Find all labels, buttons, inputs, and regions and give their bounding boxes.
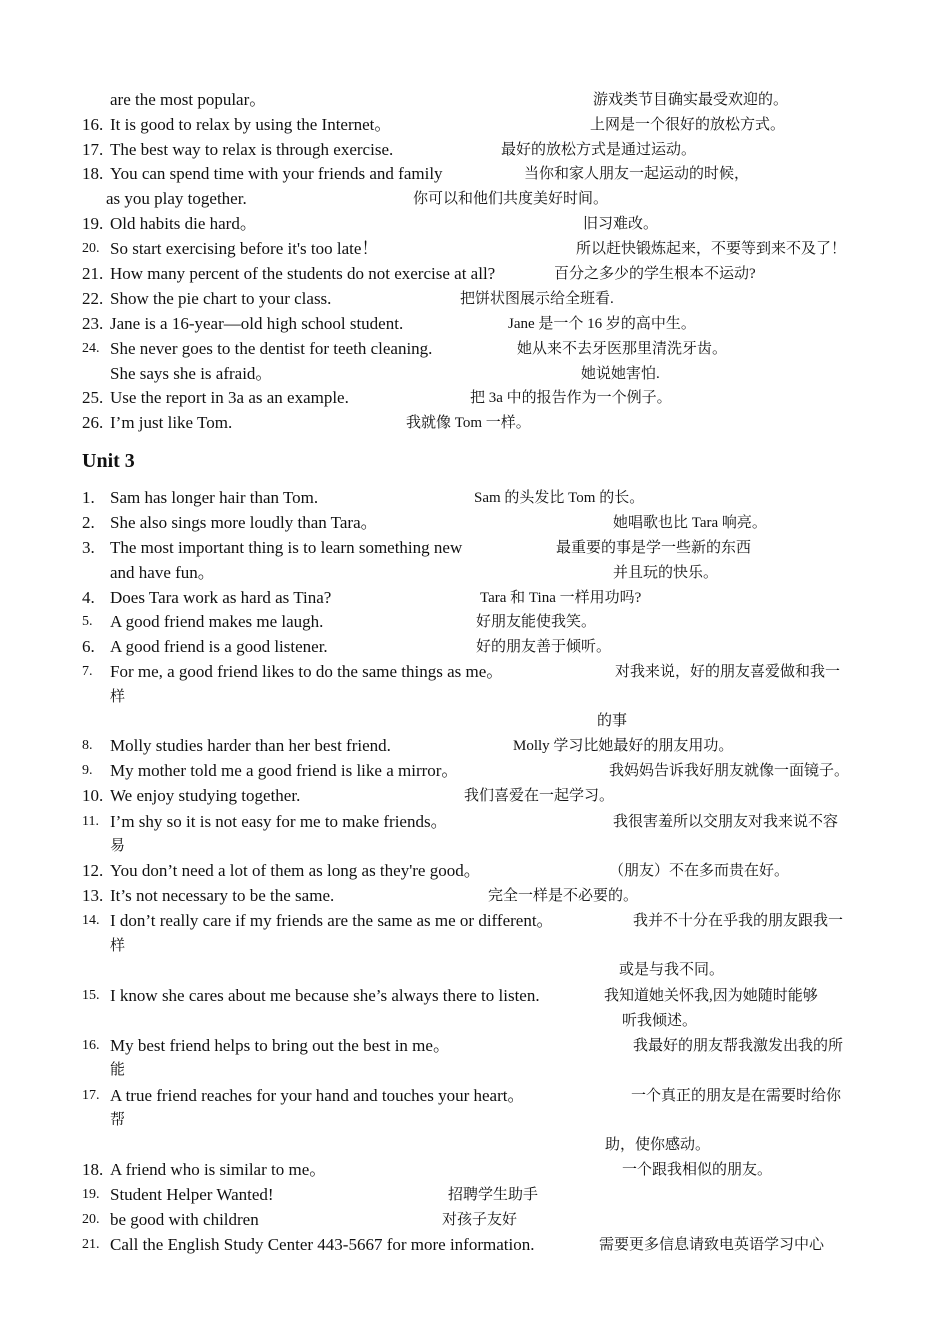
english-sentence: A good friend makes me laugh. — [110, 612, 324, 631]
english-sentence: I’m shy so it is not easy for me to make friends。 — [110, 812, 448, 831]
english-sentence: It is good to relax by using the Internet。 — [110, 115, 392, 134]
english-sentence: 易 — [110, 838, 126, 854]
english-sentence: You don’t need a lot of them as long as they're good。 — [110, 861, 481, 880]
english-sentence: She also sings more loudly than Tara。 — [110, 513, 378, 532]
item-number: 21. — [82, 264, 104, 283]
chinese-translation: 或是与我不同。 — [619, 962, 725, 978]
item-number: 8. — [82, 738, 93, 753]
item-number: 15. — [82, 988, 100, 1003]
english-sentence: Does Tara work as hard as Tina? — [110, 588, 332, 607]
chinese-translation: Tara 和 Tina 一样用功吗? — [480, 590, 642, 606]
chinese-translation: Molly 学习比她最好的朋友用功。 — [513, 738, 734, 754]
english-sentence: She never goes to the dentist for teeth cleaning. — [110, 339, 433, 358]
chinese-translation: 所以赶快锻炼起来，不要等到来不及了！ — [576, 241, 847, 257]
chinese-translation: 好的朋友善于倾听。 — [476, 639, 612, 655]
english-sentence: A true friend reaches for your hand and touches your heart。 — [110, 1086, 525, 1105]
item-number: 1. — [82, 488, 95, 507]
chinese-translation: 的事 — [597, 713, 628, 729]
english-sentence: 能 — [110, 1062, 126, 1078]
english-sentence: How many percent of the students do not exercise at all? — [110, 264, 496, 283]
chinese-translation: 她唱歌也比 Tara 响亮。 — [613, 515, 767, 531]
english-sentence: Call the English Study Center 443-5667 for more information. — [110, 1235, 535, 1254]
item-number: 26. — [82, 413, 104, 432]
item-number: 17. — [82, 1088, 100, 1103]
item-number: 13. — [82, 886, 104, 905]
chinese-translation: 你可以和他们共度美好时间。 — [413, 191, 609, 207]
chinese-translation: 对孩子友好 — [442, 1212, 518, 1228]
english-sentence: and have fun。 — [110, 563, 215, 582]
chinese-translation: 对我来说，好的朋友喜爱做和我一 — [615, 664, 841, 680]
english-sentence: A good friend is a good listener. — [110, 637, 328, 656]
english-sentence: Use the report in 3a as an example. — [110, 388, 349, 407]
chinese-translation: 并且玩的快乐。 — [613, 565, 719, 581]
english-sentence: The best way to relax is through exercise. — [110, 140, 394, 159]
english-sentence: I know she cares about me because she’s always there to listen. — [110, 986, 540, 1005]
chinese-translation: 助，使你感动。 — [605, 1137, 711, 1153]
english-sentence: My best friend helps to bring out the best in me。 — [110, 1036, 450, 1055]
english-sentence: The most important thing is to learn something new — [110, 538, 463, 557]
english-sentence: I don’t really care if my friends are the same as me or different。 — [110, 911, 554, 930]
item-number: 18. — [82, 164, 104, 183]
chinese-translation: 我最好的朋友帮我激发出我的所 — [633, 1038, 844, 1054]
english-sentence: She says she is afraid。 — [110, 364, 273, 383]
english-sentence: Molly studies harder than her best friend. — [110, 736, 391, 755]
section-heading: Unit 3 — [82, 450, 135, 472]
item-number: 22. — [82, 289, 104, 308]
english-sentence: A friend who is similar to me。 — [110, 1160, 327, 1179]
chinese-translation: 听我倾述。 — [622, 1013, 698, 1029]
chinese-translation: 我知道她关怀我,因为她随时能够 — [604, 988, 818, 1004]
chinese-translation: 招聘学生助手 — [448, 1187, 539, 1203]
english-sentence: 帮 — [110, 1112, 126, 1128]
chinese-translation: 需要更多信息请致电英语学习中心 — [599, 1237, 825, 1253]
chinese-translation: 她说她害怕. — [581, 366, 660, 382]
english-sentence: It’s not necessary to be the same. — [110, 886, 335, 905]
english-sentence: 样 — [110, 938, 126, 954]
item-number: 4. — [82, 588, 95, 607]
chinese-translation: 最重要的事是学一些新的东西 — [556, 540, 752, 556]
item-number: 7. — [82, 664, 93, 679]
chinese-translation: 我就像 Tom 一样。 — [406, 415, 531, 431]
item-number: 16. — [82, 1038, 100, 1053]
item-number: 10. — [82, 786, 104, 805]
item-number: 14. — [82, 913, 100, 928]
item-number: 19. — [82, 1187, 100, 1202]
item-number: 2. — [82, 513, 95, 532]
chinese-translation: 游戏类节目确实最受欢迎的。 — [593, 92, 789, 108]
chinese-translation: 我妈妈告诉我好朋友就像一面镜子。 — [609, 763, 850, 779]
chinese-translation: 当你和家人朋友一起运动的时候， — [524, 166, 750, 182]
english-sentence: We enjoy studying together. — [110, 786, 301, 805]
chinese-translation: 最好的放松方式是通过运动。 — [501, 142, 697, 158]
english-sentence: You can spend time with your friends and family — [110, 164, 443, 183]
item-number: 18. — [82, 1160, 104, 1179]
chinese-translation: 完全一样是不必要的。 — [488, 888, 639, 904]
english-sentence: be good with children — [110, 1210, 259, 1229]
chinese-translation: Jane 是一个 16 岁的高中生。 — [508, 316, 696, 332]
english-sentence: Jane is a 16-year—old high school student. — [110, 314, 404, 333]
item-number: 9. — [82, 763, 93, 778]
item-number: 17. — [82, 140, 104, 159]
item-number: 5. — [82, 614, 93, 629]
item-number: 19. — [82, 214, 104, 233]
item-number: 23. — [82, 314, 104, 333]
item-number: 11. — [82, 814, 99, 829]
item-number: 20. — [82, 241, 100, 256]
english-sentence: My mother told me a good friend is like a mirror。 — [110, 761, 459, 780]
item-number: 12. — [82, 861, 104, 880]
english-sentence: as you play together. — [106, 189, 247, 208]
item-number: 20. — [82, 1212, 100, 1227]
chinese-translation: 一个跟我相似的朋友。 — [622, 1162, 773, 1178]
chinese-translation: 一个真正的朋友是在需要时给你 — [631, 1088, 842, 1104]
chinese-translation: 我们喜爱在一起学习。 — [464, 788, 615, 804]
chinese-translation: 把饼状图展示给全班看. — [460, 291, 614, 307]
english-sentence: So start exercising before it's too late！ — [110, 239, 379, 258]
item-number: 24. — [82, 341, 100, 356]
item-number: 25. — [82, 388, 104, 407]
chinese-translation: 旧习难改。 — [583, 216, 659, 232]
chinese-translation: Sam 的头发比 Tom 的长。 — [474, 490, 645, 506]
chinese-translation: 百分之多少的学生根本不运动? — [554, 266, 756, 282]
item-number: 21. — [82, 1237, 100, 1252]
chinese-translation: 把 3a 中的报告作为一个例子。 — [470, 390, 672, 406]
english-sentence: Old habits die hard。 — [110, 214, 257, 233]
chinese-translation: 她从来不去牙医那里清洗牙齿。 — [517, 341, 728, 357]
english-sentence: 样 — [110, 689, 126, 705]
english-sentence: I’m just like Tom. — [110, 413, 233, 432]
english-sentence: Show the pie chart to your class. — [110, 289, 332, 308]
chinese-translation: 好朋友能使我笑。 — [476, 614, 597, 630]
chinese-translation: 上网是一个很好的放松方式。 — [590, 117, 786, 133]
chinese-translation: 我并不十分在乎我的朋友跟我一 — [633, 913, 844, 929]
english-sentence: For me, a good friend likes to do the same things as me。 — [110, 662, 504, 681]
english-sentence: Sam has longer hair than Tom. — [110, 488, 319, 507]
item-number: 16. — [82, 115, 104, 134]
chinese-translation: （朋友）不在多而贵在好。 — [609, 863, 790, 879]
item-number: 6. — [82, 637, 95, 656]
english-sentence: are the most popular。 — [110, 90, 267, 109]
chinese-translation: 我很害羞所以交朋友对我来说不容 — [613, 814, 839, 830]
item-number: 3. — [82, 538, 95, 557]
english-sentence: Student Helper Wanted! — [110, 1185, 274, 1204]
